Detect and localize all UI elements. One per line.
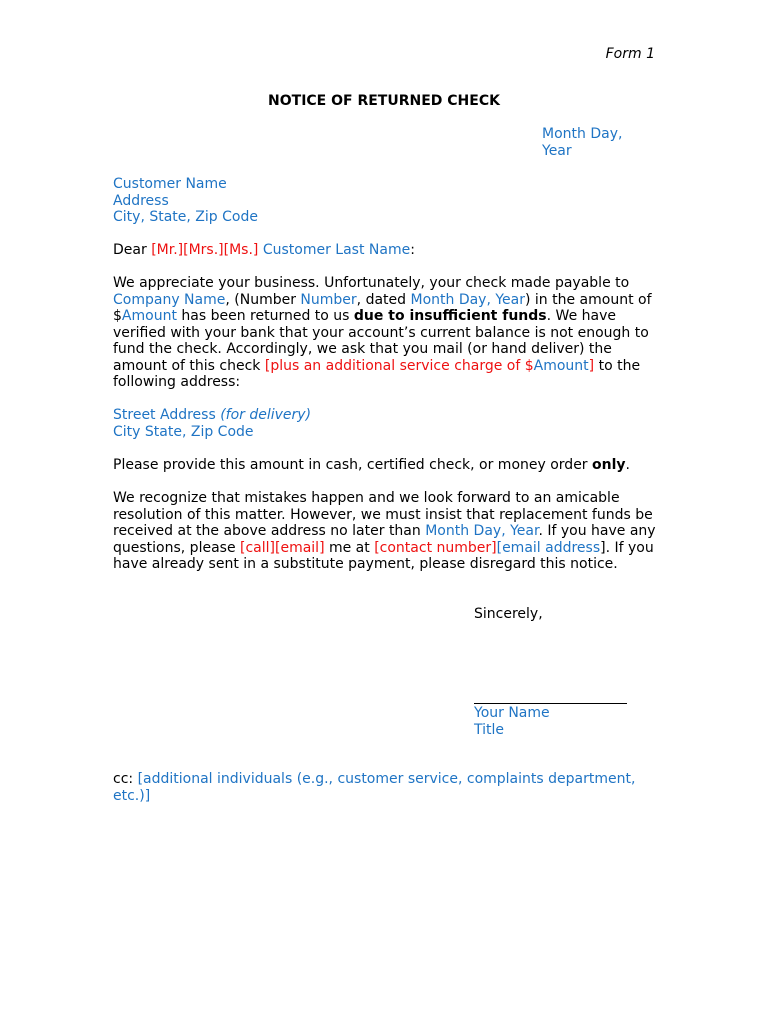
closing: Sincerely, [474,606,543,622]
para2-period: . [625,457,630,473]
signer-block [474,705,550,738]
salutation-dear: Dear [113,242,152,258]
date-line-1: Month Day, [542,126,623,142]
para3-text: received at the above address no later than [113,523,426,539]
para1-line: following address: [113,374,241,390]
deadline-date: Month Day, Year [425,523,539,539]
para1-text: . We have [546,308,616,324]
para1-text: ) in the amount of [525,291,652,308]
check-amount: Amount [121,308,177,324]
para1-text: to the [594,357,641,374]
body-paragraph-1 [113,275,658,391]
service-charge-amount: Amount [533,357,589,374]
dollar-sign: $ [113,308,122,324]
para3-text: . If you [605,539,654,556]
check-number: Number [300,291,357,308]
only-emphasis: only [592,457,626,473]
signature-line [474,703,627,704]
date-block [542,126,662,159]
para3-line: resolution of this matter. However, we must insist that replacement funds be [113,506,653,523]
street-address: Street Address [113,407,221,423]
para3-line: We recognize that mistakes happen and we look forward to an amicable [113,490,620,506]
body-paragraph-2 [113,457,658,474]
para1-line [113,358,658,375]
signer-title: Title [474,721,505,738]
para3-line [113,523,658,540]
customer-city-state-zip: City, State, Zip Code [113,209,258,225]
cc-line-continued: etc.)] [113,787,151,804]
delivery-street-line [113,407,311,424]
para3-line [113,540,658,557]
recipient-address [113,176,258,226]
cc-recipients: [additional individuals (e.g., customer service, complaints department, [137,771,636,787]
para3-bracket: ] [600,539,606,556]
cc-block [113,771,658,804]
body-paragraph-3 [113,490,658,573]
salutation-colon: : [410,242,415,258]
call-email-placeholder: [call][email] [240,539,325,556]
service-charge-bracket: ] [588,357,595,374]
date-line-2: Year [542,142,572,159]
delivery-note: (for delivery) [220,407,312,423]
customer-name: Customer Name [113,176,227,192]
delivery-address [113,407,311,440]
contact-number-placeholder: [contact number] [374,539,497,556]
delivery-city: City State, Zip Code [113,423,254,440]
document-title: NOTICE OF RETURNED CHECK [268,93,500,109]
customer-address: Address [113,192,169,209]
para1-line: We appreciate your business. Unfortunately, your check made payable to [113,275,630,291]
para1-text: amount of this check [113,357,265,374]
service-charge-placeholder: [plus an additional service charge of $ [264,357,534,374]
para3-text: me at [324,539,375,556]
cc-line [113,771,658,788]
company-name: Company Name [113,291,226,308]
insufficient-funds-emphasis: due to insufficient funds [353,308,547,324]
para2-text: Please provide this amount in cash, certified check, or money order [113,457,593,473]
cc-label: cc: [113,771,138,787]
para1-text: has been returned to us [176,308,354,324]
para1-text: , dated [356,291,411,308]
para1-line: fund the check. Accordingly, we ask that you mail (or hand deliver) the [113,341,612,357]
para1-text: , (Number [225,291,301,308]
customer-last-name: Customer Last Name [258,242,411,258]
para1-line: verified with your bank that your account’s current balance is not enough to [113,324,649,341]
para3-line: have already sent in a substitute payment, please disregard this notice. [113,556,618,572]
para1-line [113,308,658,325]
signer-name: Your Name [474,705,550,721]
para1-line [113,292,658,309]
para3-text: questions, please [113,539,241,556]
honorific-placeholder: [Mr.][Mrs.][Ms.] [151,242,259,258]
check-date: Month Day, Year [410,291,525,308]
email-address-placeholder: [email address [496,539,601,556]
para3-text: . If you have any [538,523,656,539]
form-label: Form 1 [605,46,655,62]
salutation [113,242,415,259]
